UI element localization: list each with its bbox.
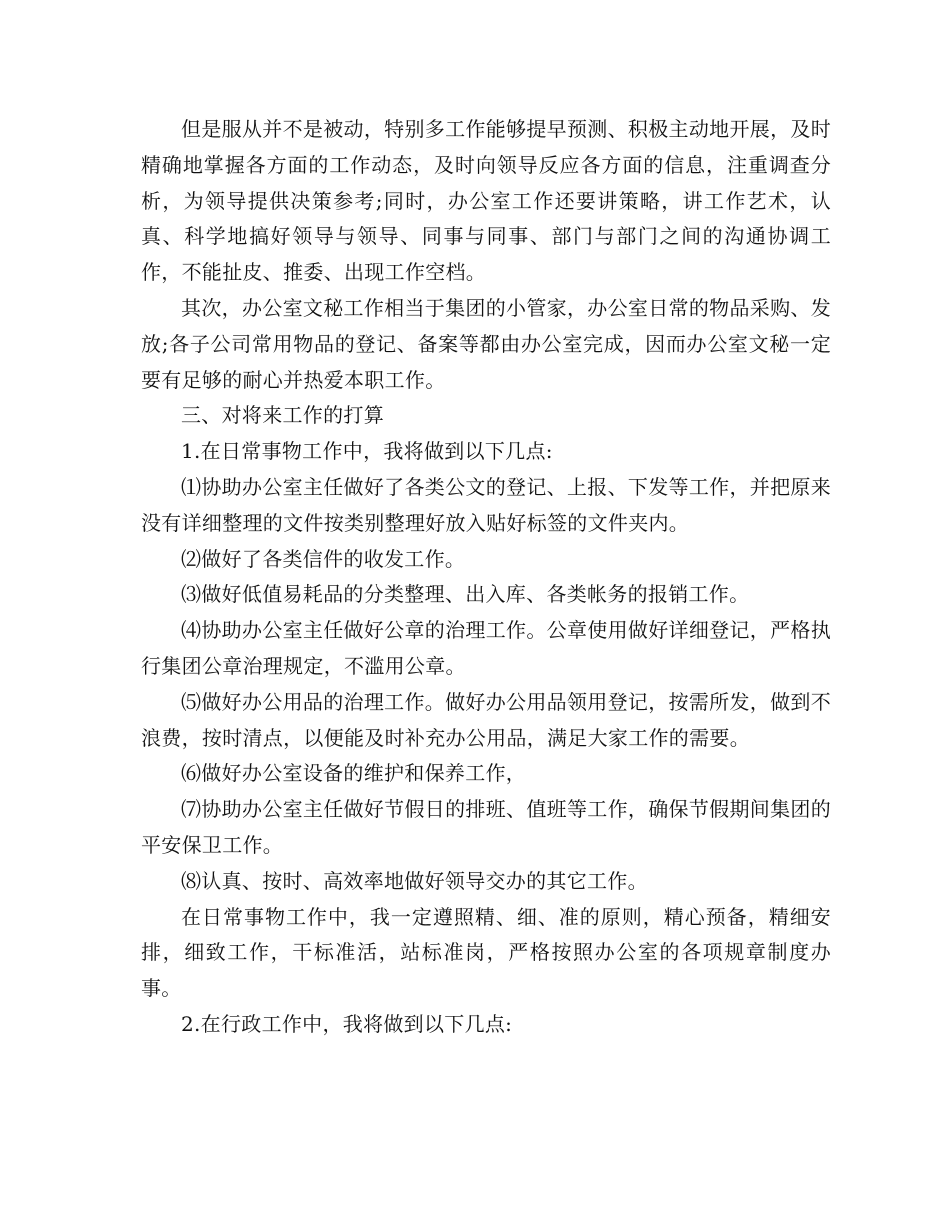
list-item-8: ⑻认真、按时、高效率地做好领导交办的其它工作。 [181, 868, 648, 893]
subheading-daily-affairs: 1.在日常事物工作中，我将做到以下几点: [181, 439, 553, 464]
paragraph-daily-principles: 在日常事物工作中，我一定遵照精、细、准的原则，精心预备，精细安排，细致工作，干标准活，站标准岗，严格按照办公室的各项规章制度办事。 [141, 904, 831, 1001]
paragraph-obedience: 但是服从并不是被动，特别多工作能够提早预测、积极主动地开展，及时精确地掌握各方面的工作动态，及时向领导反应各方面的信息，注重调查分析，为领导提供决策参考;同时，办公室工作还要讲策略，讲工作艺术，认真、科学地搞好领导与领导、同事与同事、部门与部门之间的沟通协调工作，不能扯皮、推委、出现工作空档。 [141, 117, 831, 285]
list-item-3: ⑶做好低值易耗品的分类整理、出入库、各类帐务的报销工作。 [181, 582, 750, 607]
list-item-2: ⑵做好了各类信件的收发工作。 [181, 546, 466, 571]
subheading-administrative-work: 2.在行政工作中，我将做到以下几点: [181, 1011, 513, 1036]
paragraph-secretary-role: 其次，办公室文秘工作相当于集团的小管家，办公室日常的物品采购、发放;各子公司常用物品的登记、备案等都由办公室完成，因而办公室文秘一定要有足够的耐心并热爱本职工作。 [141, 295, 831, 392]
document-page [141, 112, 831, 1043]
list-item-4: ⑷协助办公室主任做好公章的治理工作。公章使用做好详细登记，严格执行集团公章治理规定，不滥用公章。 [141, 618, 831, 678]
list-item-1: ⑴协助办公室主任做好了各类公文的登记、上报、下发等工作，并把原来没有详细整理的文件按类别整理好放入贴好标签的文件夹内。 [141, 474, 831, 535]
list-item-7: ⑺协助办公室主任做好节假日的排班、值班等工作，确保节假期间集团的平安保卫工作。 [141, 797, 831, 857]
list-item-6: ⑹做好办公室设备的维护和保养工作， [181, 761, 527, 786]
section-heading-future-plans: 三、对将来工作的打算 [181, 403, 384, 428]
list-item-5: ⑸做好办公用品的治理工作。做好办公用品领用登记，按需所发，做到不浪费，按时清点，以便能及时补充办公用品，满足大家工作的需要。 [141, 689, 831, 750]
